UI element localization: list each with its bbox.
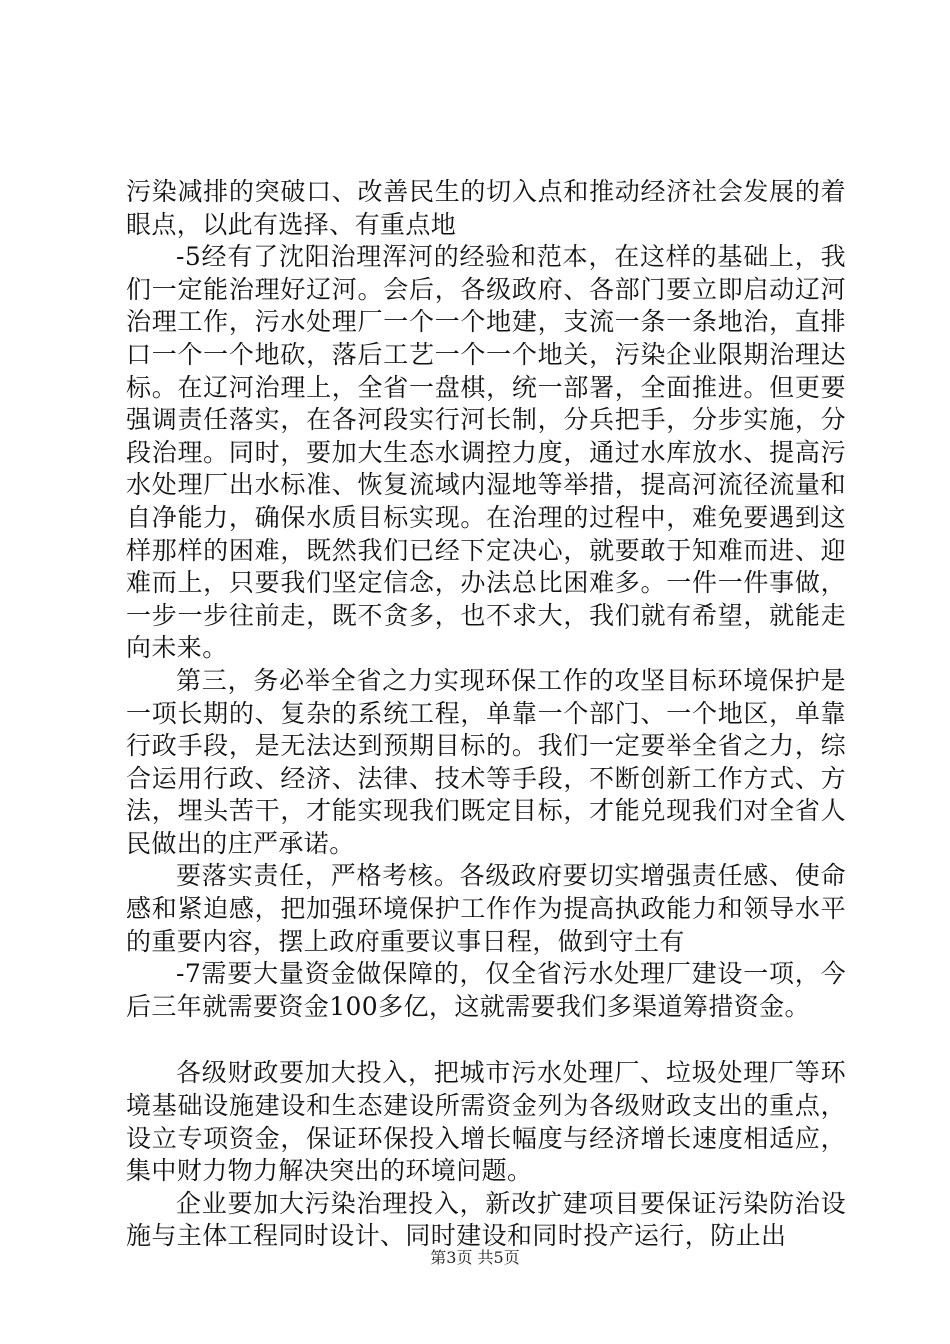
paragraph-3: 第三，务必举全省之力实现环保工作的攻坚目标环境保护是一项长期的、复杂的系统工程，单靠一个部门、一个地区，单靠行政手段，是无法达到预期目标的。我们一定要举全省之力，综合运用行政、经济、法律、技术等手段，不断创新工作方式、方法，埋头苦干，才能实现我们既定目标，才能兑现我们对全省人民做出的庄严承诺。 bbox=[126, 665, 846, 858]
paragraph-4: 要落实责任，严格考核。各级政府要切实增强责任感、使命感和紧迫感，把加强环境保护工作作为提高执政能力和领导水平的重要内容，摆上政府重要议事日程，做到守土有 bbox=[126, 861, 846, 956]
paragraph-2: -5经有了沈阳治理浑河的经验和范本，在这样的基础上，我们一定能治理好辽河。会后，各级政府、各部门要立即启动辽河治理工作，污水处理厂一个一个地建，支流一条一条地治，直排口一个一个地砍，落后工艺一个一个地关，污染企业限期治理达标。在辽河治理上，全省一盘棋，统一部署，全面推进。但更要强调责任落实，在各河段实行河长制，分兵把手，分步实施，分段治理。同时，要加大生态水调控力度，通过水库放水、提高污水处理厂出水标准、恢复流域内湿地等举措，提高河流径流量和自净能力，确保水质目标实现。在治理的过程中，难免要遇到这样那样的困难，既然我们已经下定决心，就要敢于知难而进、迎难而上，只要我们坚定信念，办法总比困难多。一件一件事做，一步一步往前走，既不贪多，也不求大，我们就有希望，就能走向未来。 bbox=[126, 242, 846, 663]
paragraph-5: -7需要大量资金做保障的，仅全省污水处理厂建设一项，今后三年就需要资金100多亿，这就需要我们多渠道筹措资金。 bbox=[126, 959, 846, 1021]
paragraph-1: 污染减排的突破口、改善民生的切入点和推动经济社会发展的着眼点，以此有选择、有重点地 bbox=[126, 177, 846, 239]
document-body bbox=[126, 176, 846, 1253]
page-number-footer: 第3页 共5页 bbox=[430, 1248, 520, 1267]
paragraph-6: 各级财政要加大投入，把城市污水处理厂、垃圾处理厂等环境基础设施建设和生态建设所需资金列为各级财政支出的重点，设立专项资金，保证环保投入增长幅度与经济增长速度相适应，集中财力物力解决突出的环境问题。 bbox=[126, 1058, 846, 1186]
paragraph-7: 企业要加大污染治理投入，新改扩建项目要保证污染防治设施与主体工程同时设计、同时建设和同时投产运行，防止出 bbox=[126, 1188, 846, 1251]
